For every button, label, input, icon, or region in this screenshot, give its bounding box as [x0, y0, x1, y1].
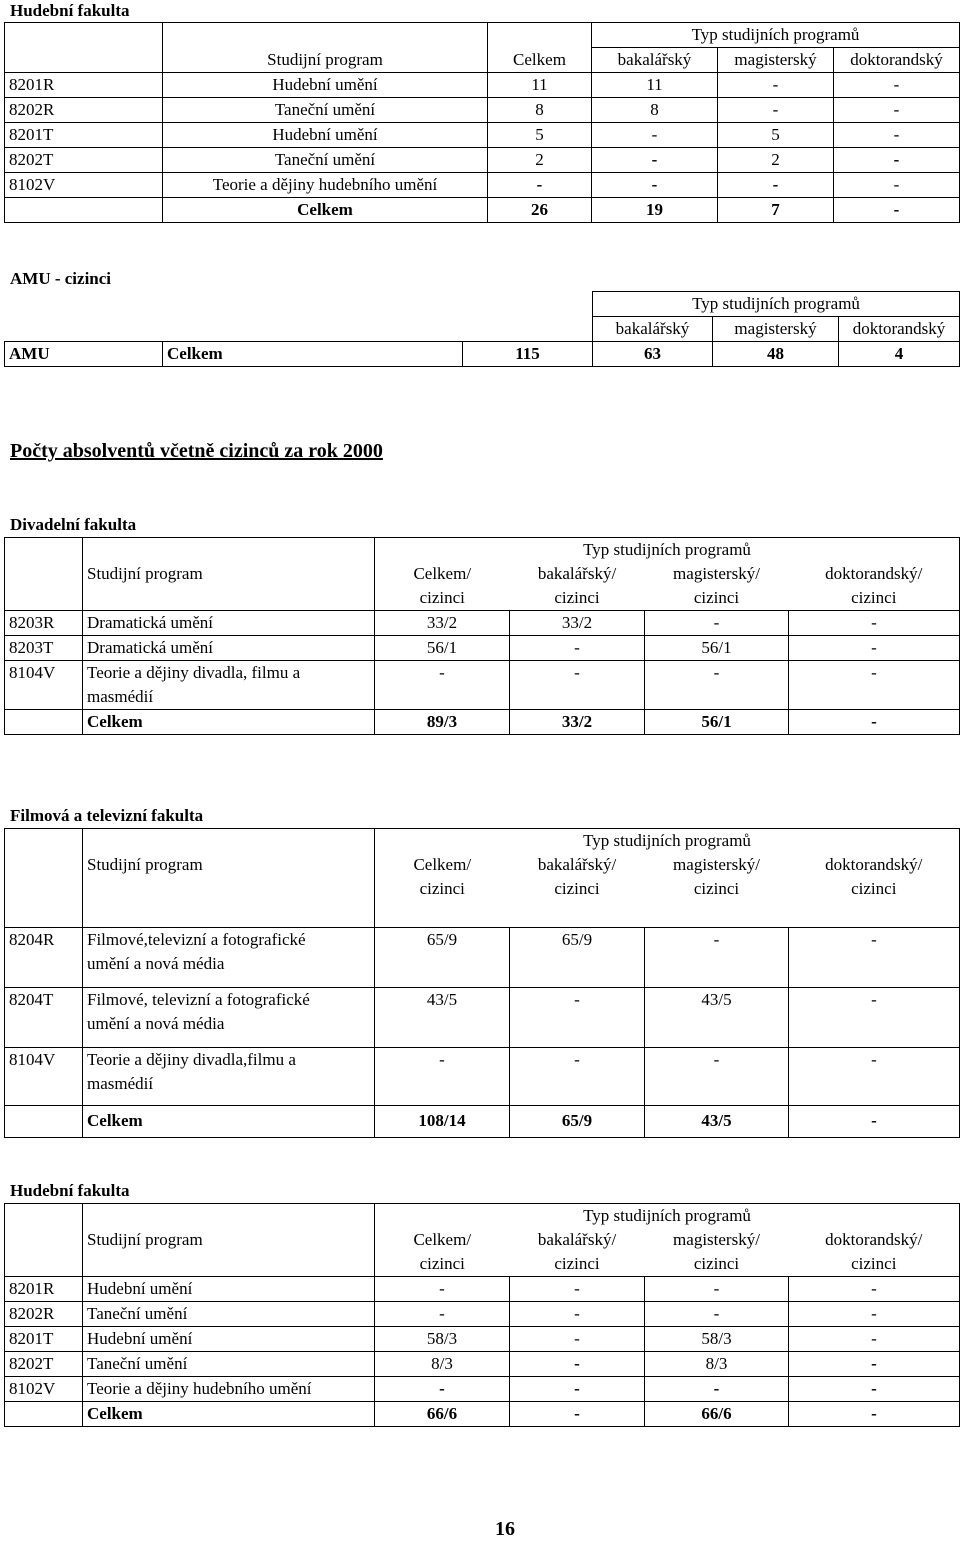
table-row: 8202T Taneční umění 2 - 2 - — [5, 148, 960, 173]
table-row: 8203R Dramatická umění 33/2 33/2 - - — [5, 611, 960, 636]
hf1-col-bak: bakalářský — [592, 48, 718, 73]
table-row: 8104V Teorie a dějiny divadla, filmu a masmédií - - - - — [5, 661, 960, 710]
table-row: 8201T Hudební umění 5 - 5 - — [5, 123, 960, 148]
hf2-col-dok-sub: cizinci — [851, 1254, 897, 1273]
hf2-col-bak-sub: cizinci — [554, 1254, 600, 1273]
page-number: 16 — [495, 1518, 515, 1540]
hf2-col-celkem: Celkem/ — [413, 1230, 472, 1249]
df-typ-header: Typ studijních programů — [375, 538, 960, 563]
table-row: 8201R Hudební umění - - - - — [5, 1277, 960, 1302]
table-row: 8204R Filmové,televizní a fotografické umění a nová média 65/9 65/9 - - — [5, 927, 960, 987]
hf2-col-bak: bakalářský/ — [537, 1230, 617, 1249]
ftf-col-celkem: Celkem/ — [413, 855, 472, 874]
table-row: 8102V Teorie a dějiny hudebního umění - - - - — [5, 173, 960, 198]
hf2-title: Hudební fakulta — [10, 1181, 130, 1200]
table-total-row: Celkem 108/14 65/9 43/5 - — [5, 1105, 960, 1137]
amu-col-mag: magisterský — [713, 317, 839, 342]
ftf-col-program: Studijní program — [83, 853, 375, 927]
amu-typ-header: Typ studijních programů — [593, 292, 960, 317]
table-row: 8202T Taneční umění 8/3 - 8/3 - — [5, 1352, 960, 1377]
df-col-dok-sub: cizinci — [851, 588, 897, 607]
df-title: Divadelní fakulta — [10, 515, 137, 534]
amu-col-dok: doktorandský — [839, 317, 960, 342]
df-col-celkem-sub: cizinci — [419, 588, 465, 607]
table-row: 8104V Teorie a dějiny divadla,filmu a masmédií - - - - — [5, 1047, 960, 1105]
hf2-col-program: Studijní program — [83, 1228, 375, 1277]
df-col-program: Studijní program — [83, 562, 375, 611]
ftf-title: Filmová a televizní fakulta — [10, 806, 204, 825]
df-col-celkem: Celkem/ — [413, 564, 472, 583]
table-row: AMU Celkem 115 63 48 4 — [5, 342, 960, 367]
hf2-col-mag-sub: cizinci — [693, 1254, 740, 1273]
amu-title: AMU - cizinci — [10, 269, 112, 288]
hf1-col-program: Studijní program — [163, 48, 488, 73]
hf2-col-mag: magisterský/ — [673, 1230, 760, 1249]
table-row: 8201T Hudební umění 58/3 - 58/3 - — [5, 1327, 960, 1352]
df-col-dok: doktorandský/ — [825, 564, 923, 583]
table-total-row: Celkem 66/6 - 66/6 - — [5, 1402, 960, 1427]
hf1-typ-header: Typ studijních programů — [592, 23, 960, 48]
table-row: 8203T Dramatická umění 56/1 - 56/1 - — [5, 636, 960, 661]
ftf-col-bak-sub: cizinci — [554, 879, 600, 898]
table-row: 8102V Teorie a dějiny hudebního umění - - - - — [5, 1377, 960, 1402]
table-row: 8201R Hudební umění 11 11 - - — [5, 73, 960, 98]
ftf-col-mag-sub: cizinci — [693, 879, 740, 898]
hf1-col-mag: magisterský — [718, 48, 834, 73]
table-row: 8204T Filmové, televizní a fotografické umění a nová média 43/5 - 43/5 - — [5, 987, 960, 1047]
df-col-mag: magisterský/ — [673, 564, 760, 583]
ftf-table — [4, 828, 960, 1138]
amu-table — [4, 291, 960, 367]
ftf-col-dok-sub: cizinci — [851, 879, 897, 898]
hf1-table — [4, 22, 960, 223]
hf1-col-celkem: Celkem — [488, 48, 592, 73]
df-col-mag-sub: cizinci — [693, 588, 740, 607]
ftf-col-bak: bakalářský/ — [537, 855, 617, 874]
ftf-col-dok: doktorandský/ — [825, 855, 923, 874]
table-row: 8202R Taneční umění - - - - — [5, 1302, 960, 1327]
absolventi-title: Počty absolventů včetně cizinců za rok 2000 — [10, 440, 383, 462]
ftf-typ-header: Typ studijních programů — [375, 829, 960, 854]
ftf-col-celkem-sub: cizinci — [419, 879, 465, 898]
df-table — [4, 537, 960, 735]
hf2-col-dok: doktorandský/ — [825, 1230, 923, 1249]
amu-col-bak: bakalářský — [593, 317, 713, 342]
df-col-bak: bakalářský/ — [537, 564, 617, 583]
ftf-col-mag: magisterský/ — [673, 855, 760, 874]
hf2-col-celkem-sub: cizinci — [419, 1254, 465, 1273]
hf2-typ-header: Typ studijních programů — [375, 1204, 960, 1229]
df-col-bak-sub: cizinci — [554, 588, 600, 607]
hf1-col-dok: doktorandský — [834, 48, 960, 73]
table-total-row: Celkem 89/3 33/2 56/1 - — [5, 710, 960, 735]
table-total-row: Celkem 26 19 7 - — [5, 198, 960, 223]
hf2-table — [4, 1203, 960, 1427]
table-row: 8202R Taneční umění 8 8 - - — [5, 98, 960, 123]
hf1-title: Hudební fakulta — [10, 1, 130, 20]
